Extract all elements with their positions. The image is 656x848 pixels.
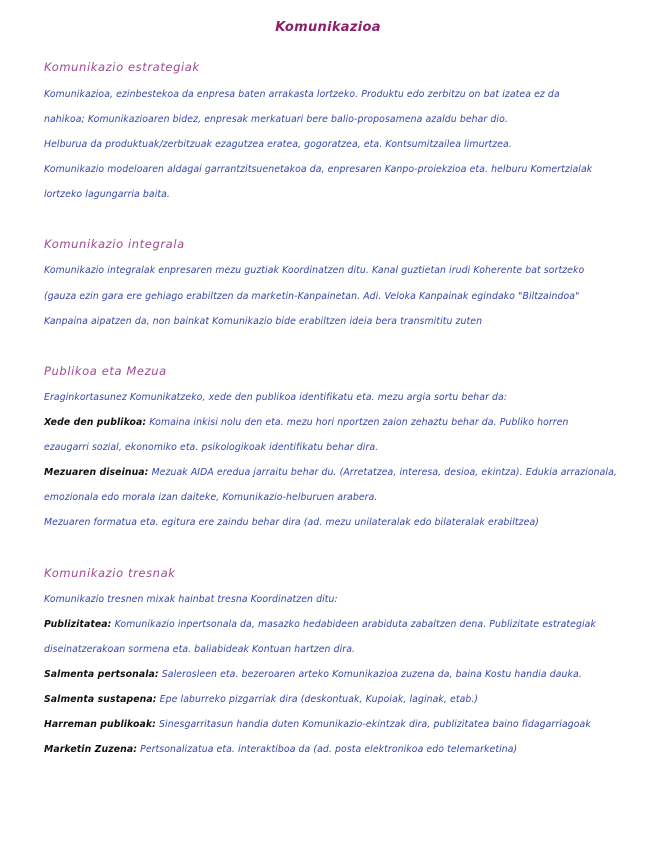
term-label: Marketin Zuzena:: [44, 744, 138, 755]
definition-line: [44, 694, 619, 705]
term-label: Salmenta sustapena:: [44, 694, 157, 705]
paragraph-line: diseinatzerakoan sormena eta. baliabideak Kontuan hartzen dira.: [44, 644, 356, 655]
definition-line: [44, 744, 619, 755]
paragraph-line: Komunikazio modeloaren aldagai garrantzitsuenetakoa da, enpresaren Kanpo-proiekzioa eta. helburu Komertzialak: [44, 164, 593, 175]
section-heading-integral: Komunikazio integrala: [44, 237, 185, 251]
paragraph-line: Helburua da produktuak/zerbitzuak ezagutzea eratea, gogoratzea, eta. Kontsumitzailea limurtzea.: [44, 139, 512, 150]
definition-text: Mezuak AIDA eredua jarraitu behar du. (Arretatzea, interesa, desioa, ekintza). Edukia arrazionala,: [151, 467, 617, 478]
section-heading-audience: Publikoa eta Mezua: [44, 364, 167, 378]
term-label: Mezuaren diseinua:: [44, 467, 149, 478]
definition-line: [44, 619, 619, 630]
term-label: Harreman publikoak:: [44, 719, 156, 730]
section-heading-tools: Komunikazio tresnak: [44, 566, 176, 580]
definition-text: Pertsonalizatua eta. interaktiboa da (ad. posta elektronikoa edo telemarketina): [140, 744, 518, 755]
term-label: Xede den publikoa:: [44, 417, 147, 428]
paragraph-line: ezaugarri sozial, ekonomiko eta. psikologikoak identifikatu behar dira.: [44, 442, 379, 453]
paragraph-line: (gauza ezin gara ere gehiago erabiltzen da marketin-Kanpainetan. Adi. Veloka Kanpainak egindako "Biltzaindoa": [44, 291, 580, 302]
definition-text: Komunikazio inpertsonala da, masazko hedabideen arabiduta zabaltzen dena. Publizitate estrategiak: [114, 619, 596, 630]
paragraph-line: lortzeko lagungarria baita.: [44, 189, 170, 200]
definition-line: [44, 467, 619, 478]
paragraph-line: Mezuaren formatua eta. egitura ere zaindu behar dira (ad. mezu unilateralak edo bilateralak erabiltzea): [44, 517, 539, 528]
page-title: Komunikazioa: [275, 20, 381, 35]
term-label: Salmenta pertsonala:: [44, 669, 159, 680]
paragraph-line: Komunikazio tresnen mixak hainbat tresna Koordinatzen ditu:: [44, 594, 338, 605]
definition-text: Salerosleen eta. bezeroaren arteko Komunikazioa zuzena da, baina Kostu handia dauka.: [161, 669, 582, 680]
definition-text: Sinesgarritasun handia duten Komunikazio-ekintzak dira, publizitatea baino fidagarriagoak: [159, 719, 591, 730]
definition-text: Epe laburreko pizgarriak dira (deskontuak, Kupoiak, laginak, etab.): [159, 694, 479, 705]
term-label: Publizitatea:: [44, 619, 112, 630]
definition-line: [44, 669, 619, 680]
definition-text: Komaina inkisi nolu den eta. mezu hori nportzen zaion zehaztu behar da. Publiko horren: [149, 417, 569, 428]
section-heading-strategies: Komunikazio estrategiak: [44, 60, 200, 74]
paragraph-line: Komunikazio integralak enpresaren mezu guztiak Koordinatzen ditu. Kanal guztietan irudi Koherente bat sortzeko: [44, 265, 585, 276]
paragraph-line: Komunikazioa, ezinbestekoa da enpresa baten arrakasta lortzeko. Produktu edo zerbitzu on bat izatea ez da: [44, 89, 560, 100]
paragraph-line: Kanpaina aipatzen da, non bainkat Komunikazio bide erabiltzen ideia bera transmititu zuten: [44, 316, 483, 327]
paragraph-line: nahikoa; Komunikazioaren bidez, enpresak merkatuari bere balio-proposamena azaldu behar dio.: [44, 114, 508, 125]
paragraph-line: Eraginkortasunez Komunikatzeko, xede den publikoa identifikatu eta. mezu argia sortu behar da:: [44, 392, 508, 403]
definition-line: [44, 417, 619, 428]
paragraph-line: emozionala edo morala izan daiteke, Komunikazio-helburuen arabera.: [44, 492, 378, 503]
definition-line: [44, 719, 619, 730]
